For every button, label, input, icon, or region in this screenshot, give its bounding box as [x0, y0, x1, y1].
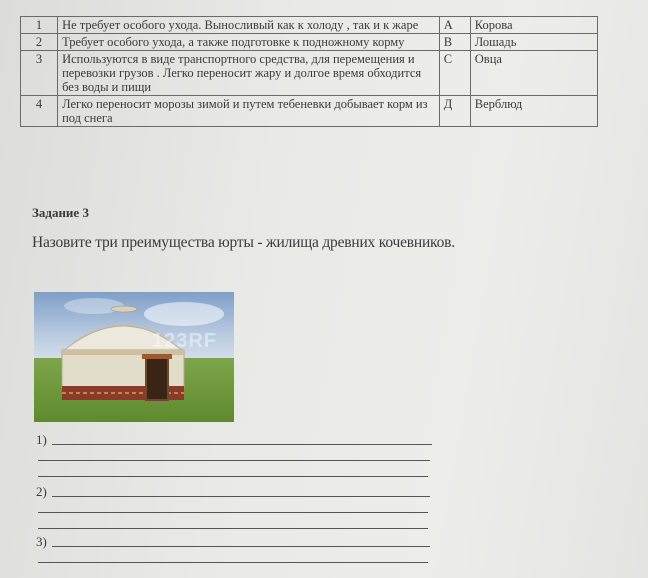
answer-line-2b[interactable]: [38, 512, 428, 513]
row-animal: Корова: [470, 17, 597, 34]
answer-line-1b[interactable]: [38, 460, 430, 461]
answer-label-3: 3): [36, 534, 47, 549]
row-animal: Лошадь: [470, 34, 597, 51]
row-number: 4: [21, 96, 58, 127]
table-row: [21, 96, 598, 127]
row-description: Используются в виде транспортного средства, для перемещения и перевозки грузов . Легко переносит жару и долгое время обходится без воды и пищи: [58, 51, 440, 96]
answer-line-2[interactable]: [52, 496, 430, 497]
row-animal: Верблюд: [470, 96, 597, 127]
answer-line-1[interactable]: [52, 444, 432, 445]
row-number: 3: [21, 51, 58, 96]
row-number: 2: [21, 34, 58, 51]
table-row: [21, 17, 598, 34]
task-title: Задание 3: [32, 205, 89, 220]
answer-line-1c[interactable]: [38, 476, 428, 477]
yurt-photo: [34, 292, 234, 422]
photo-watermark: 123RF: [152, 330, 218, 352]
row-letter: С: [439, 51, 470, 96]
answer-line-3b[interactable]: [38, 562, 428, 563]
table-row: [21, 51, 598, 96]
row-letter: В: [439, 34, 470, 51]
answer-label-1: 1): [36, 432, 47, 447]
row-description: Легко переносит морозы зимой и путем тебеневки добывает корм из под снега: [58, 96, 440, 127]
answer-line-3[interactable]: [52, 546, 430, 547]
row-letter: Д: [439, 96, 470, 127]
row-description: Не требует особого ухода. Выносливый как к холоду , так и к жаре: [58, 17, 440, 34]
answer-line-2c[interactable]: [38, 528, 428, 529]
task-question: Назовите три преимущества юрты - жилища древних кочевников.: [32, 234, 455, 251]
table-row: [21, 34, 598, 51]
answer-label-2: 2): [36, 484, 47, 499]
answer-lines: [36, 428, 436, 568]
matching-table: [20, 16, 598, 127]
row-animal: Овца: [470, 51, 597, 96]
row-description: Требует особого ухода, а также подготовке к подножному корму: [58, 34, 440, 51]
row-number: 1: [21, 17, 58, 34]
row-letter: А: [439, 17, 470, 34]
